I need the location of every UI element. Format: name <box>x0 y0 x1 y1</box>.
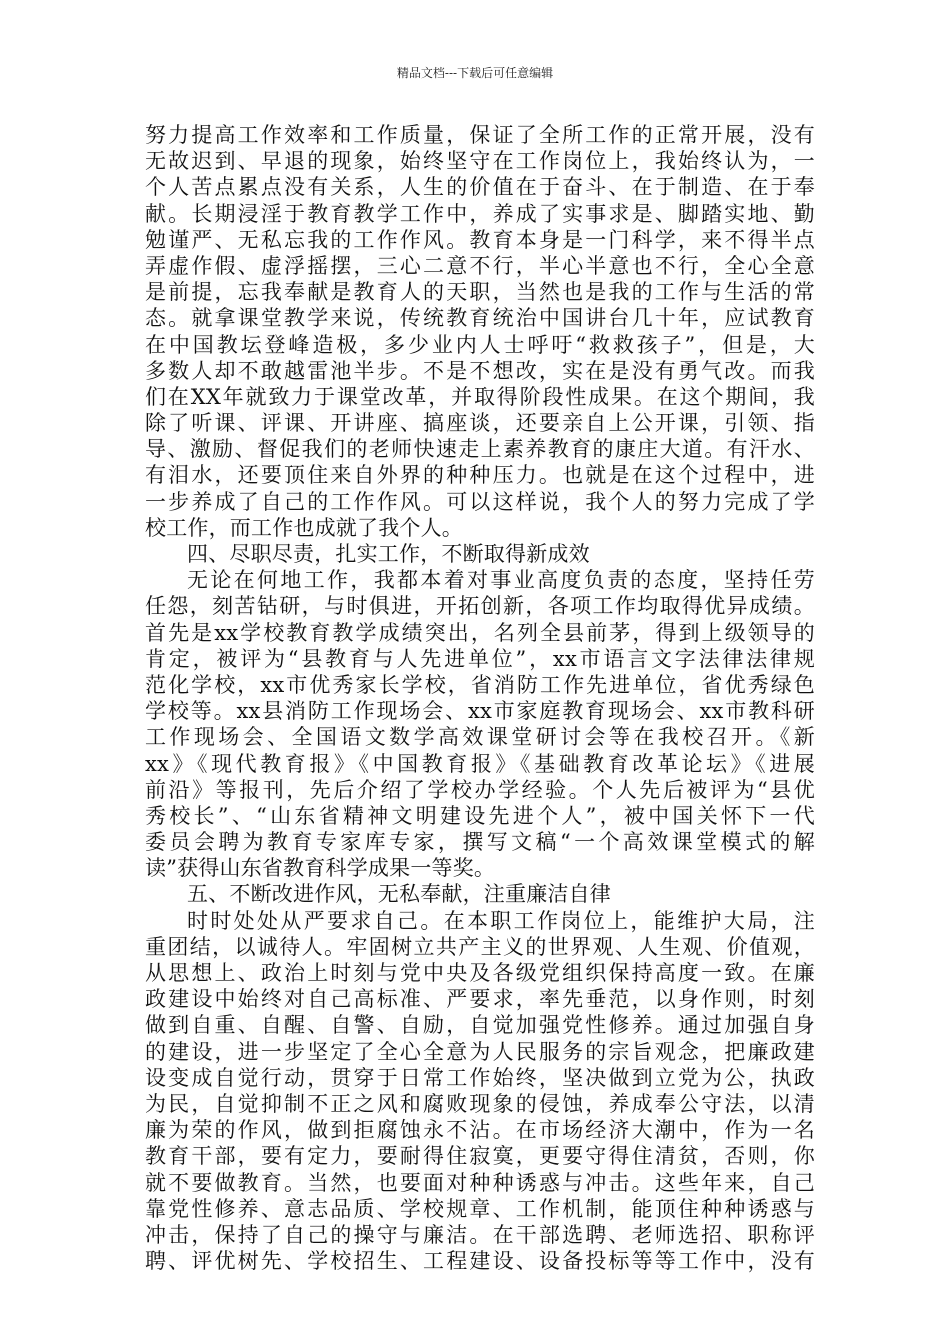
paragraph-line: 聘、评优树先、学校招生、工程建设、设备投标等等工作中，没有 <box>145 1249 815 1274</box>
paragraph-line: 无故迟到、早退的现象，始终坚守在工作岗位上，我始终认为，一 <box>145 149 815 174</box>
paragraph-line: xx》《现代教育报》《中国教育报》《基础教育改革论坛》《进展 <box>145 751 815 776</box>
paragraph-line: 时时处处从严要求自己。在本职工作岗位上，能维护大局，注 <box>187 908 815 933</box>
paragraph-line: 是前提，忘我奉献是教育人的天职，当然也是我的工作与生活的常 <box>145 280 815 305</box>
paragraph-line: 个人苦点累点没有关系，人生的价值在于奋斗、在于制造、在于奉 <box>145 175 815 200</box>
paragraph-line: 廉为荣的作风，做到拒腐蚀永不沾。在市场经济大潮中，作为一名 <box>145 1118 815 1143</box>
section-heading: 四、尽职尽责，扎实工作，不断取得新成效 <box>187 542 590 566</box>
section-heading: 五、不断改进作风，无私奉献，注重廉洁自律 <box>187 882 611 907</box>
page-header: 精品文档---下载后可任意编辑 <box>396 66 554 80</box>
paragraph-line: 工作现场会、全国语文数学高效课堂研讨会等在我校召开。《新 <box>145 725 815 750</box>
paragraph-line: 弄虚作假、虚浮摇摆，三心二意不行，半心半意也不行，全心全意 <box>145 253 815 278</box>
paragraph-line: 们在XX年就致力于课堂改革，并取得阶段性成果。在这个期间，我 <box>145 384 815 409</box>
paragraph-line: 学校等。xx县消防工作现场会、xx市家庭教育现场会、xx市教科研 <box>145 699 815 724</box>
paragraph-line: 态。就拿课堂教学来说，传统教育统治中国讲台几十年，应试教育 <box>145 306 815 331</box>
paragraph-line: 任怨，刻苦钻研，与时俱进，开拓创新，各项工作均取得优异成绩。 <box>145 594 815 619</box>
paragraph-line: 政建设中始终对自己高标准、严要求，率先垂范，以身作则，时刻 <box>145 987 815 1012</box>
paragraph-line: 委员会聘为教育专家库专家，撰写文稿“一个高效课堂模式的解 <box>145 830 815 855</box>
paragraph-line: 前沿》等报刊，先后介绍了学校办学经验。个人先后被评为“县优 <box>145 777 815 802</box>
paragraph-line: 努力提高工作效率和工作质量，保证了全所工作的正常开展，没有 <box>145 123 815 147</box>
document-body <box>145 122 815 1274</box>
paragraph-line: 肯定，被评为“县教育与人先进单位”，xx市语言文字法律法律规 <box>145 646 815 671</box>
paragraph-line: 范化学校，xx市优秀家长学校，省消防工作先进单位，省优秀绿色 <box>145 672 815 697</box>
paragraph-line: 首先是xx学校教育教学成绩突出，名列全县前茅，得到上级领导的 <box>145 620 815 645</box>
paragraph-line: 就不要做教育。当然，也要面对种种诱惑与冲击。这些年来，自己 <box>145 1170 815 1195</box>
paragraph-line: 有泪水，还要顶住来自外界的种种压力。也就是在这个过程中，进 <box>145 463 815 488</box>
paragraph-line: 在中国教坛登峰造极，多少业内人士呼吁“救救孩子”，但是，大 <box>145 332 815 357</box>
paragraph-line: 读”获得山东省教育科学成果一等奖。 <box>145 856 496 881</box>
paragraph-line: 导、激励、督促我们的老师快速走上素养教育的康庄大道。有汗水、 <box>145 437 815 462</box>
paragraph-line: 校工作，而工作也成就了我个人。 <box>145 515 463 540</box>
paragraph-line: 献。长期浸淫于教育教学工作中，养成了实事求是、脚踏实地、勤 <box>145 201 815 226</box>
paragraph-line: 做到自重、自醒、自警、自励，自觉加强党性修养。通过加强自身 <box>145 1013 815 1038</box>
paragraph-line: 的建设，进一步坚定了全心全意为人民服务的宗旨观念，把廉政建 <box>145 1039 815 1064</box>
paragraph-line: 靠党性修养、意志品质、学校规章、工作机制，能顶住种种诱惑与 <box>145 1196 815 1221</box>
paragraph-line: 除了听课、评课、开讲座、搞座谈，还要亲自上公开课，引领、指 <box>145 411 815 436</box>
paragraph-line: 一步养成了自己的工作作风。可以这样说，我个人的努力完成了学 <box>145 489 815 514</box>
paragraph-line: 从思想上、政治上时刻与党中央及各级党组织保持高度一致。在廉 <box>145 961 815 985</box>
paragraph-line: 勉谨严、无私忘我的工作作风。教育本身是一门科学，来不得半点 <box>145 227 815 252</box>
paragraph-line: 多数人却不敢越雷池半步。不是不想改，实在是没有勇气改。而我 <box>145 358 815 383</box>
paragraph-line: 无论在何地工作，我都本着对事业高度负责的态度，坚持任劳 <box>187 568 815 593</box>
paragraph-line: 教育干部，要有定力，要耐得住寂寞，更要守得住清贫，否则，你 <box>145 1144 815 1169</box>
paragraph-line: 为民，自觉抑制不正之风和腐败现象的侵蚀，养成奉公守法，以清 <box>145 1091 815 1116</box>
paragraph-line: 冲击，保持了自己的操守与廉洁。在干部选聘、老师选招、职称评 <box>145 1222 815 1247</box>
paragraph-line: 设变成自觉行动，贯穿于日常工作始终，坚决做到立党为公，执政 <box>145 1065 815 1090</box>
paragraph-line: 重团结，以诚待人。牢固树立共产主义的世界观、人生观、价值观， <box>145 934 815 959</box>
paragraph-line: 秀校长”、“山东省精神文明建设先进个人”，被中国关怀下一代 <box>145 803 815 828</box>
